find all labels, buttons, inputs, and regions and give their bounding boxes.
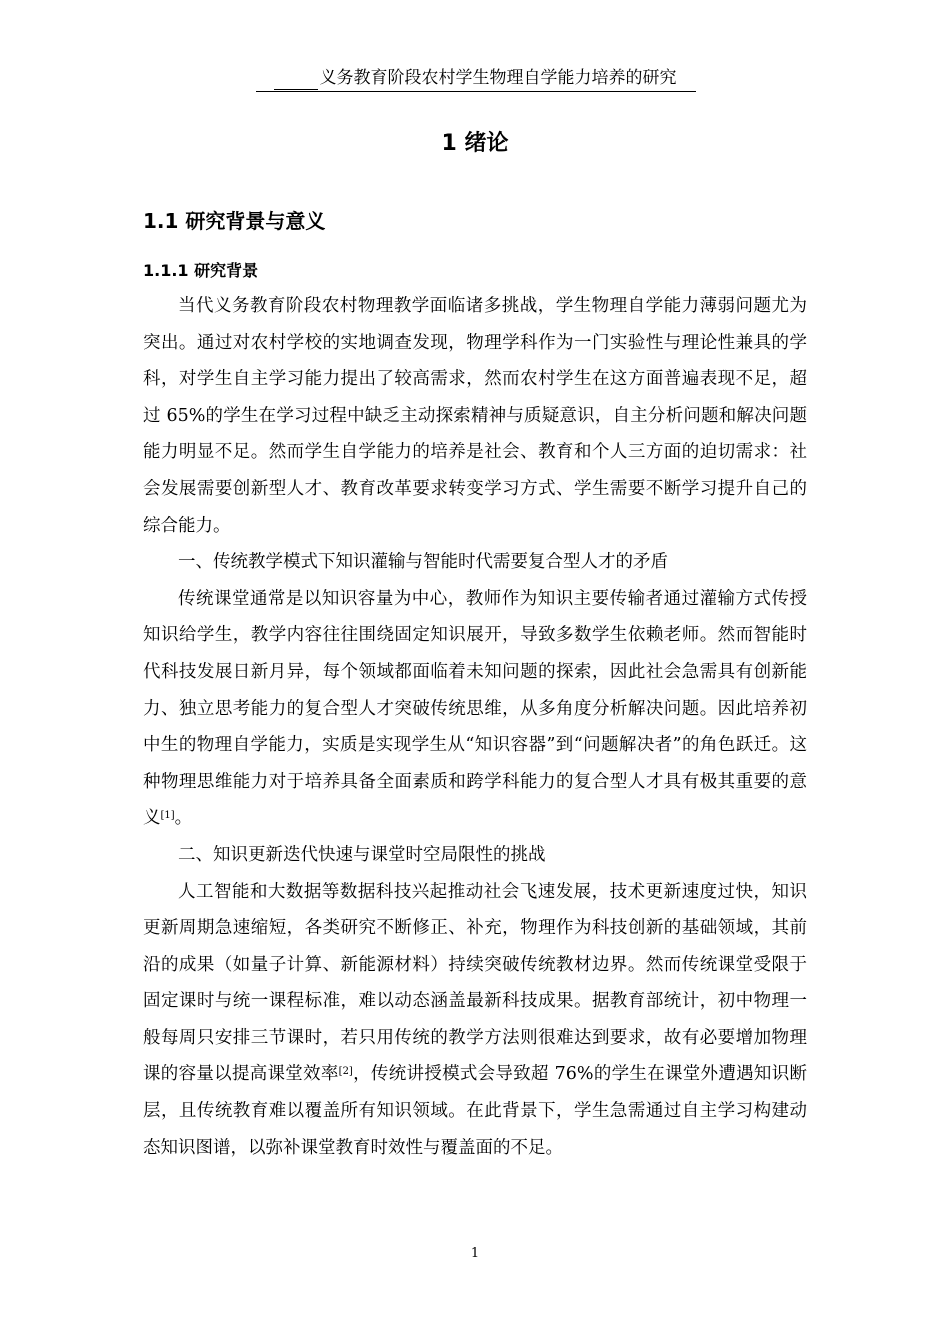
header-rule-lead [274,71,318,90]
page-number: 1 [470,1246,480,1261]
subsection-title: 1.1.1 研究背景 [143,261,259,280]
paragraph-2 [143,581,807,837]
body-text [143,288,807,1166]
header-underline [256,91,696,92]
chapter-title: 1 绪论 [441,131,509,156]
point-heading-2: 二、知识更新迭代快速与课堂时空局限性的挑战 [178,844,546,865]
paragraph-1: 当代义务教育阶段农村物理教学面临诸多挑战，学生物理自学能力薄弱问题尤为突出。通过对农村学校的实地调查发现，物理学科作为一门实验性与理论性兼具的学科，对学生自主学习能力提出了较高需求，然而农村学生在这方面普遍表现不足，超过 65%的学生在学习过程中缺乏主动探索精神与质疑意识，自主分析问题和解决问题能力明显不足。然而学生自学能力的培养是社会、教育和个人三方面的迫切需求：社会发展需要创新型人才、教育改革要求转变学习方式、学生需要不断学习提升自己的综合能力。 [143,296,807,536]
section-title: 1.1 研究背景与意义 [143,209,326,233]
paragraph-3-text-a: 人工智能和大数据等数据科技兴起推动社会飞速发展，技术更新速度过快，知识更新周期急速缩短，各类研究不断修正、补充，物理作为科技创新的基础领域，其前沿的成果（如量子计算、新能源材料）持续突破传统教材边界。然而传统课堂受限于固定课时与统一课程标准，难以动态涵盖最新科技成果。据教育部统计，初中物理一般每周只安排三节课时，若只用传统的教学方法则很难达到要求，故有必要增加物理课的容量以提高课堂效率 [143,881,807,1085]
paragraph-2-text: 传统课堂通常是以知识容量为中心，教师作为知识主要传输者通过灌输方式传授知识给学生，教学内容往往围绕固定知识展开，导致多数学生依赖老师。然而智能时代科技发展日新月异，每个领域都面临着未知问题的探索，因此社会急需具有创新能力、独立思考能力的复合型人才突破传统思维，从多角度分析解决问题。因此培养初中生的物理自学能力，实质是实现学生从“知识容器”到“问题解决者”的角色跃迁。这种物理思维能力对于培养具备全面素质和跨学科能力的复合型人才具有极其重要的意义 [143,588,807,829]
paragraph-2-end: 。 [174,808,193,829]
running-header [0,66,950,90]
citation-2[interactable]: [2] [338,1066,353,1078]
paragraph-3-text-b: ，传统讲授模式会导致超 76%的学生在课堂外遭遇知识断层，且传统教育难以覆盖所有知识领域。在此背景下，学生急需通过自主学习构建动态知识图谱，以弥补课堂教育时效性与覆盖面的不足。 [143,1064,807,1158]
running-header-text: 义务教育阶段农村学生物理自学能力培养的研究 [319,68,677,88]
citation-1[interactable]: [1] [160,810,175,822]
point-heading-1: 一、传统教学模式下知识灌输与智能时代需要复合型人才的矛盾 [178,552,668,573]
paragraph-3 [143,874,807,1167]
